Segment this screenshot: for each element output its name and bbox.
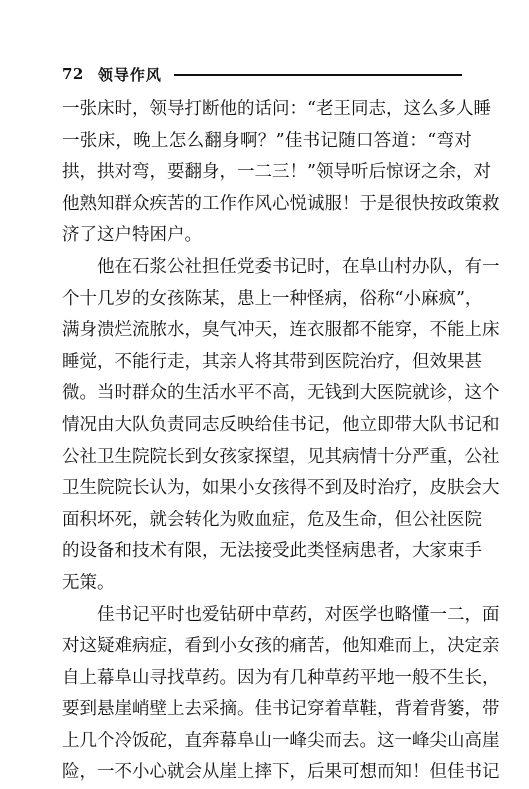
running-head	[62, 64, 462, 84]
paragraph	[62, 94, 472, 252]
text-line: 的 设 备 和 技 术 有 限 ， 无 法 接 受 此 类 怪 病 患 者 ， 大 家 束 手	[62, 536, 472, 568]
text-line: 佳 书 记 平 时 也 爱 钻 研 中 草 药 ， 对 医 学 也 略 懂 一 二 ， 面	[62, 600, 472, 632]
text-line: 睡 觉 ， 不 能 行 走 ， 其 亲 人 将 其 带 到 医 院 治 疗 ， 但 效 果 甚	[62, 347, 472, 379]
header-rule	[174, 74, 462, 76]
paragraph	[62, 252, 472, 600]
text-line: 他 熟 知 群 众 疾 苦 的 工 作 作 风 心 悦 诚 服 ！ 于 是 很 快 按 政 策 救	[62, 189, 472, 221]
text-line: 一 张 床 ， 晚 上 怎 么 翻 身 啊 ？ ” 佳 书 记 随 口 答 道 ： “ 弯 对	[62, 126, 472, 158]
running-title: 领导作风	[98, 64, 162, 85]
paragraph	[62, 600, 472, 789]
text-line: 拱 ， 拱 对 弯 ， 要 翻 身 ， 一 二 三 ！ ” 领 导 听 后 惊 讶 之 余 ， 对	[62, 157, 472, 189]
text-line: 一 张 床 时 ， 领 导 打 断 他 的 话 问 ： “ 老 王 同 志 ， 这 么 多 人 睡	[62, 94, 472, 126]
text-line: 满 身 溃 烂 流 脓 水 ， 臭 气 冲 天 ， 连 衣 服 都 不 能 穿 ， 不 能 上 床	[62, 315, 472, 347]
body-text	[62, 94, 472, 789]
text-line: 险，一不小心就会从崖上摔下，后果可想而知！但佳书记	[62, 757, 472, 789]
text-line: 无策。	[62, 568, 472, 600]
text-line: 济了这户特困户。	[62, 220, 472, 252]
text-line: 对 这 疑 难 病 症 ， 看 到 小 女 孩 的 痛 苦 ， 他 知 难 而 上 ， 决 定 亲	[62, 631, 472, 663]
text-line: 他 在 石 浆 公 社 担 任 党 委 书 记 时 ， 在 阜 山 村 办 队 ， 有 一	[62, 252, 472, 284]
page-number: 72	[62, 65, 84, 83]
text-line: 个 十 几 岁 的 女 孩 陈 某 ， 患 上 一 种 怪 病 ， 俗 称 “ 小 麻 疯 ” ，	[62, 284, 472, 316]
text-line: 自 上 幕 阜 山 寻 找 草 药 。 因 为 有 几 种 草 药 平 地 一 般 不 生 长 ，	[62, 663, 472, 695]
text-line: 公 社 卫 生 院 院 长 到 女 孩 家 探 望 ， 见 其 病 情 十 分 严 重 ， 公 社	[62, 442, 472, 474]
text-line: 情 况 由 大 队 负 责 同 志 反 映 给 佳 书 记 ， 他 立 即 带 大 队 书 记 和	[62, 410, 472, 442]
text-line: 卫 生 院 院 长 认 为 ， 如 果 小 女 孩 得 不 到 及 时 治 疗 ， 皮 肤 会 大	[62, 473, 472, 505]
text-line: 面 积 坏 死 ， 就 会 转 化 为 败 血 症 ， 危 及 生 命 ， 但 公 社 医 院	[62, 505, 472, 537]
text-line: 微 。 当 时 群 众 的 生 活 水 平 不 高 ， 无 钱 到 大 医 院 就 诊 ， 这 个	[62, 378, 472, 410]
text-line: 要 到 悬 崖 峭 壁 上 去 采 摘 。 佳 书 记 穿 着 草 鞋 ， 背 着 背 篓 ， 带	[62, 694, 472, 726]
text-line: 上 几 个 冷 饭 砣 ， 直 奔 幕 阜 山 一 峰 尖 而 去 。 这 一 峰 尖 山 高 崖	[62, 726, 472, 758]
